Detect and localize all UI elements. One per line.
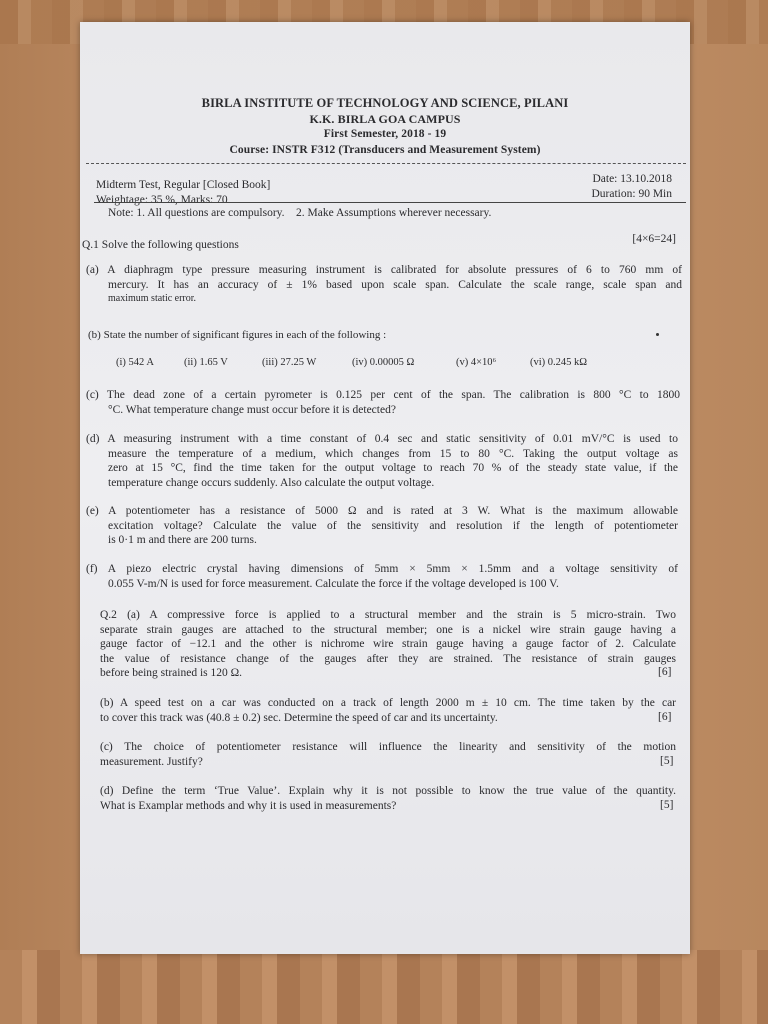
sig-fig-v: (v) 4×10⁶ (456, 357, 497, 368)
text-line: zero at 15 °C, find the time taken for the output voltage to reach 70 % of the steady state value, if the (108, 462, 678, 474)
q2-part-c (100, 740, 676, 769)
speck (656, 333, 659, 336)
q1-marks: [4×6=24] (632, 233, 676, 245)
test-type: Midterm Test, Regular [Closed Book] (96, 179, 271, 191)
text-line: (a) A diaphragm type pressure measuring instrument is calibrated for absolute pressures of 6 to 760 mm of (86, 264, 682, 276)
institute-name: BIRLA INSTITUTE OF TECHNOLOGY AND SCIENCE, PILANI (201, 96, 569, 110)
campus-name: K.K. BIRLA GOA CAMPUS (309, 112, 461, 126)
text-line: °C. What temperature change must occur before it is detected? (108, 403, 396, 416)
q1-part-b: (b) State the number of significant figures in each of the following : (88, 329, 387, 341)
text-line: Q.2 (a) A compressive force is applied to a structural member and the strain is 5 micro-strain. Two (100, 609, 676, 621)
q2c-marks: [5] (660, 755, 674, 767)
text-line: measurement. Justify? (100, 755, 203, 768)
divider (94, 202, 686, 203)
text-line: (b) A speed test on a car was conducted on a track of length 2000 m ± 10 cm. The time taken by the car (100, 697, 676, 709)
q2-part-b (100, 696, 676, 725)
note: Note: 1. All questions are compulsory. 2. Make Assumptions wherever necessary. (108, 207, 492, 219)
text-line: What is Examplar methods and why it is used in measurements? (100, 799, 397, 812)
text-line: (e) A potentiometer has a resistance of 5000 Ω and is rated at 3 W. What is the maximum allowable (86, 505, 678, 517)
divider (86, 163, 686, 164)
q2-part-d (100, 784, 676, 813)
text-line: (d) A measuring instrument with a time constant of 0.4 sec and static sensitivity of 0.01 mV/°C is used to (86, 433, 678, 445)
exam-paper (80, 22, 690, 954)
weightage: Weightage: 35 %, Marks: 70 (96, 194, 228, 206)
text-line: before being strained is 120 Ω. (100, 667, 243, 679)
sig-fig-iii: (iii) 27.25 W (262, 357, 317, 368)
text-line: mercury. It has an accuracy of ± 1% based upon scale span. Calculate the scale range, scale span and (108, 278, 682, 291)
sig-fig-iv: (iv) 0.00005 Ω (352, 357, 415, 368)
text-line: (c) The dead zone of a certain pyrometer is 0.125 per cent of the span. The calibration is 800 °C to 1800 (86, 389, 680, 401)
text-line: (f) A piezo electric crystal having dimensions of 5mm × 5mm × 1.5mm and a voltage sensitivity of (86, 563, 678, 575)
text-line: the value of resistance change of the gauges after they are strained. The resistance of strain gauges (100, 652, 676, 665)
exam-duration: Duration: 90 Min (591, 188, 672, 200)
text-line: excitation voltage? Calculate the value of the sensitivity and resolution if the length of potentiometer (108, 519, 678, 532)
text-line: separate strain gauges are attached to the structural member; one is a nickel wire strain gauge having a (100, 623, 676, 636)
sig-fig-i: (i) 542 A (116, 357, 154, 368)
q2d-marks: [5] (660, 799, 674, 811)
text-line: 0.055 V-m/N is used for force measurement. Calculate the force if the voltage developed is 100 V. (108, 577, 559, 590)
text-line: temperature change occurs suddenly. Also calculate the output voltage. (108, 476, 435, 489)
exam-date: Date: 13.10.2018 (592, 173, 672, 185)
text-line: to cover this track was (40.8 ± 0.2) sec. Determine the speed of car and its uncertainty. (100, 711, 498, 724)
text-line: measure the temperature of a medium, which changes from 15 to 80 °C. Taking the output voltage as (108, 447, 678, 460)
text-line: gauge factor of −12.1 and the other is nichrome wire strain gauge having a gauge factor of 2. Calculate (100, 638, 676, 650)
q1-title: Q.1 Solve the following questions (82, 239, 239, 251)
text-line: (c) The choice of potentiometer resistance will influence the linearity and sensitivity of the motion (100, 741, 676, 753)
sig-fig-vi: (vi) 0.245 kΩ (530, 357, 588, 368)
semester: First Semester, 2018 - 19 (323, 128, 447, 140)
text-line: maximum static error. (108, 293, 197, 304)
text-line: (d) Define the term ‘True Value’. Explain why it is not possible to know the true value of the quantity. (100, 785, 676, 797)
q1-part-e (86, 504, 678, 548)
q2-part-a (100, 608, 676, 681)
course-title: Course: INSTR F312 (Transducers and Measurement System) (229, 144, 541, 156)
q1-part-c (86, 388, 680, 417)
q1-part-f (86, 562, 678, 591)
background-bottom (0, 950, 768, 1024)
q1-part-a (86, 263, 682, 307)
text-line: is 0·1 m and there are 200 turns. (108, 534, 257, 546)
q2b-marks: [6] (658, 711, 672, 723)
sig-fig-ii: (ii) 1.65 V (184, 357, 228, 368)
q1-part-d (86, 432, 678, 490)
q2a-marks: [6] (658, 666, 672, 678)
